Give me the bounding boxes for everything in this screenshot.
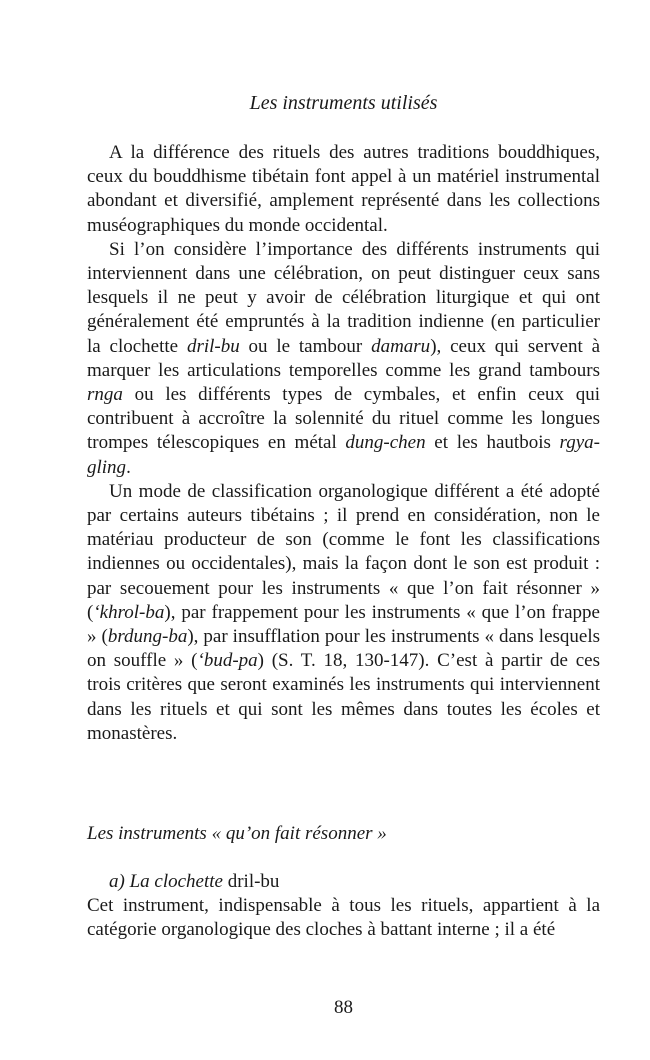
paragraph-2-text-2: ou le tambour [239, 335, 372, 357]
body-text-continued [87, 894, 600, 942]
section-heading: Les instruments « qu’on fait résonner » [87, 823, 387, 844]
subsection-label: a) La clochette [109, 871, 223, 892]
chapter-section-title: Les instruments utilisés [249, 92, 438, 114]
paragraph-2-text-5: et les hautbois [425, 432, 560, 454]
paragraph-3-text-1: Un mode de classification organologique différent a été adopté par certains auteurs tibétains ; il prend en considération, non le matériau producteur de son (comme le font les classifications indiennes ou occidentales), mais la façon dont le son est produit : par secouement pour les instruments « que l’on fait résonner » ( [87, 480, 600, 623]
paragraph-3 [87, 480, 600, 746]
term-dung-chen: dung-chen [345, 432, 426, 454]
paragraph-4: Cet instrument, indispensable à tous les rituels, appartient à la catégorie organologique des cloches à battant interne ; il a été [87, 895, 600, 941]
subsection-heading [109, 870, 279, 894]
term-rnga: rnga [87, 384, 123, 406]
paragraph-2-text-1: Si l’on considère l’importance des différents instruments qui interviennent dans une célébration, on peut distinguer ceux sans lesquels il ne peut y avoir de célébration liturgique et qui ont généralement été empruntés à la tradition indienne (en particulier la clochette [87, 238, 600, 357]
body-text [87, 141, 600, 746]
page-number: 88 [334, 997, 353, 1018]
term-rgya-gling: rgya-gling [87, 432, 600, 478]
paragraph-3-text-4: ) (S. T. 18, 130-147). C’est à partir de ces trois critères que seront examinés les instruments qui interviennent dans les rituels et qui sont les mêmes dans toutes les écoles et monastères. [87, 650, 601, 744]
paragraph-2-text-4: ou les différents types de cymbales, et enfin ceux qui contribuent à accroître la solennité du rituel comme les longues trompes télescopiques en métal [87, 384, 600, 454]
paragraph-3-text-3: ), par insufflation pour les instruments « dans lesquels on souffle » ( [87, 626, 601, 672]
subsection-term: dril-bu [227, 871, 280, 892]
term-brdung-ba: brdung-ba [107, 626, 188, 648]
term-damaru: damaru [371, 335, 431, 357]
paragraph-3-text-2: ), par frappement pour les instruments « que l’on frappe » ( [87, 601, 600, 648]
term-dril-bu: dril-bu [186, 335, 240, 357]
paragraph-2-text-3: ), ceux qui servent à marquer les articulations temporelles comme les grand tambours [87, 335, 601, 381]
term-bud-pa: ‘bud-pa [197, 650, 258, 672]
paragraph-2-text-6: . [126, 456, 131, 478]
paragraph-1 [87, 141, 600, 238]
book-page [87, 0, 600, 1060]
paragraph-2 [87, 238, 600, 480]
term-khrol-ba: ‘khrol-ba [93, 601, 165, 623]
paragraph-1-text: A la différence des rituels des autres traditions bouddhiques, ceux du bouddhisme tibétain font appel à un matériel instrumental abondant et diversifié, amplement représenté dans les collections muséographiques du monde occidental. [87, 142, 600, 236]
